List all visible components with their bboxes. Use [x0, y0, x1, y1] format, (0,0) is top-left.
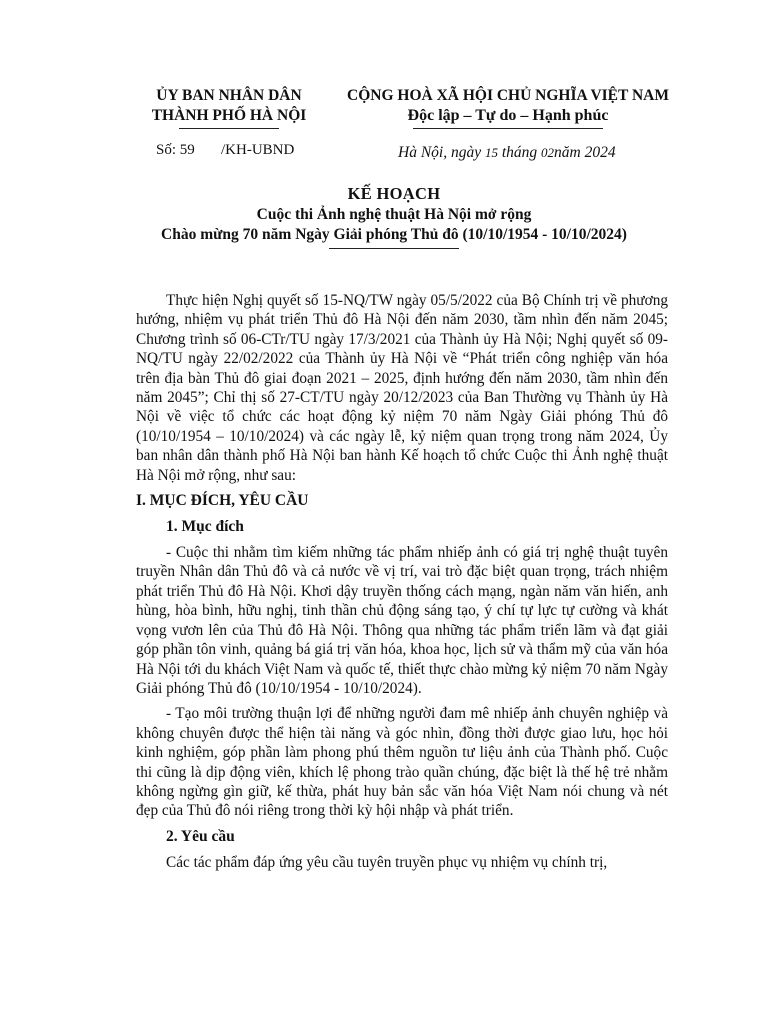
title-underline: [329, 248, 459, 249]
section-1-heading: I. MỤC ĐÍCH, YÊU CẦU: [136, 492, 309, 510]
date-part-2: tháng: [497, 144, 542, 161]
document-type: KẾ HOẠCH: [347, 184, 441, 203]
date-part-1: Hà Nội, ngày: [398, 144, 485, 161]
motto-underline: [413, 128, 603, 129]
doc-number-suffix: /KH-UBND: [221, 142, 295, 158]
agency-underline: [179, 128, 279, 129]
doc-number-prefix: Số: 59: [156, 142, 195, 158]
national-motto: Độc lập – Tự do – Hạnh phúc: [407, 107, 609, 124]
purpose-paragraph-1: - Cuộc thi nhằm tìm kiếm những tác phẩm nhiếp ảnh có giá trị nghệ thuật tuyên truyền Nhân dân Thủ đô và cả nước về vị trí, vai trò đặc biệt quan trọng, trách nhiệm phát triển Thủ đô Hà Nội. Khơi dậy truyền thống cách mạng, ngàn năm văn hiến, anh hùng, hòa bình, hữu nghị, tinh thần chủ động sáng tạo, ý chí tự lực tự cường và khát vọng vươn lên của Thủ đô Hà Nội. Thông qua những tác phẩm triển lãm và đạt giải góp phần tôn vinh, quảng bá giá trị văn hóa, khoa học, lịch sử và thẩm mỹ của văn hóa Hà Nội tới du khách Việt Nam và quốc tế, thiết thực chào mừng kỷ niệm 70 năm Ngày Giải phóng Thủ đô (10/10/1954 - 10/10/2024).: [136, 544, 668, 697]
agency-line-1: ỦY BAN NHÂN DÂN: [156, 87, 302, 104]
title-line-2: Chào mừng 70 năm Ngày Giải phóng Thủ đô (10/10/1954 - 10/10/2024): [161, 226, 627, 243]
title-line-1: Cuộc thi Ảnh nghệ thuật Hà Nội mở rộng: [256, 206, 532, 223]
document-body: [136, 291, 668, 878]
date-month: 02: [541, 145, 555, 160]
requirement-paragraph: Các tác phẩm đáp ứng yêu cầu tuyên truyền phục vụ nhiệm vụ chính trị,: [166, 853, 608, 871]
document-number: [156, 142, 294, 159]
subsection-2-heading: 2. Yêu cầu: [166, 827, 235, 845]
nation-name: CỘNG HOÀ XÃ HỘI CHỦ NGHĨA VIỆT NAM: [347, 87, 669, 104]
intro-paragraph: Thực hiện Nghị quyết số 15-NQ/TW ngày 05/5/2022 của Bộ Chính trị về phương hướng, nhiệm vụ phát triển Thủ đô Hà Nội đến năm 2030, tầm nhìn đến năm 2045; Chương trình số 06-CTr/TU ngày 17/3/2021 của Thành ủy Hà Nội; Nghị quyết số 09-NQ/TU ngày 22/02/2022 của Thành ủy Hà Nội về “Phát triển công nghiệp văn hóa trên địa bàn Thủ đô giai đoạn 2021 – 2025, định hướng đến năm 2030, tầm nhìn đến năm 2045”; Chỉ thị số 27-CT/TU ngày 20/12/2023 của Ban Thường vụ Thành ủy Hà Nội về việc tổ chức các hoạt động kỷ niệm 70 năm Ngày Giải phóng Thủ đô (10/10/1954 – 10/10/2024) và các ngày lễ, kỷ niệm quan trọng trong năm 2024, Ủy ban nhân dân thành phố Hà Nội ban hành Kế hoạch tổ chức Cuộc thi Ảnh nghệ thuật Hà Nội mở rộng, như sau:: [136, 292, 668, 484]
document-title: [0, 183, 768, 249]
purpose-paragraph-2: - Tạo môi trường thuận lợi để những người đam mê nhiếp ảnh chuyên nghiệp và không chuyên được thể hiện tài năng và góc nhìn, đồng thời được giao lưu, học hỏi kinh nghiệm, góp phần làm phong phú thêm nguồn tư liệu ảnh của Thành phố. Cuộc thi cũng là dịp động viên, khích lệ phong trào quần chúng, đặc biệt là thế hệ trẻ nhằm không ngừng gìn giữ, kế thừa, phát huy bản sắc văn hóa Việt Nam nói chung và nét đẹp của Thủ đô nói riêng trong thời kỳ hội nhập và phát triển.: [136, 705, 668, 820]
subsection-1-heading: 1. Mục đích: [166, 518, 244, 536]
document-date: [398, 144, 616, 162]
date-part-3: năm 2024: [554, 144, 616, 161]
agency-line-2: THÀNH PHỐ HÀ NỘI: [151, 107, 307, 124]
date-day: 15: [484, 145, 498, 160]
issuing-agency: [134, 86, 324, 129]
national-heading: [332, 86, 684, 129]
